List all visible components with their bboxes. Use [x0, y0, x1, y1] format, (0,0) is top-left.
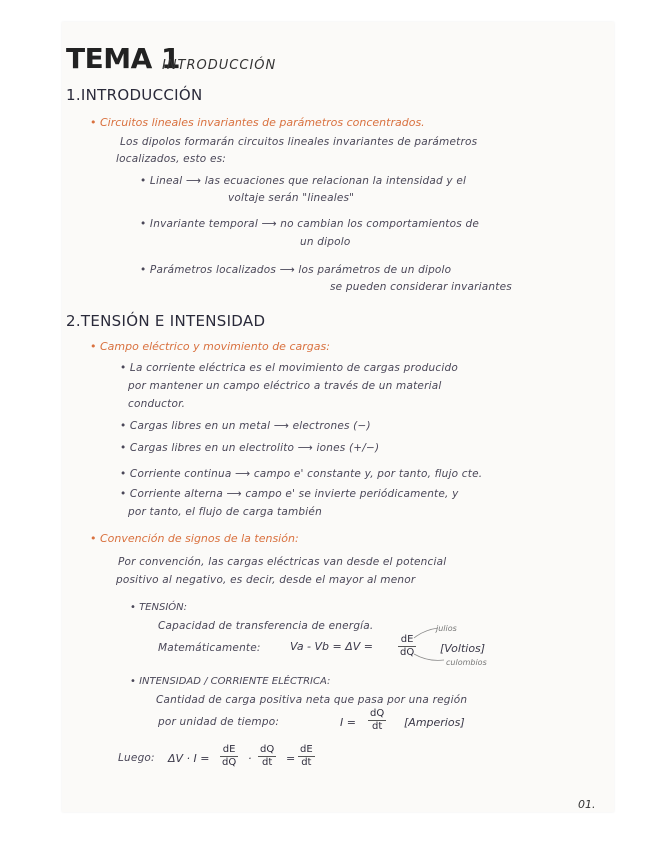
bullet-lineal-line2: voltaje serán "lineales" [228, 192, 355, 204]
luego-equation: ΔV · I = [168, 752, 210, 765]
luego-f1-numerator: dE [220, 744, 238, 757]
tension-denominator: dQ [400, 647, 415, 658]
convencion-subheading: • Convención de signos de la tensión: [90, 532, 299, 545]
luego-f2-numerator: dQ [260, 744, 275, 755]
luego-dot: · [248, 752, 252, 765]
convencion-line1: Por convención, las cargas eléctricas van desde el potencial [118, 556, 447, 568]
tension-math-label: Matemáticamente: [158, 642, 261, 654]
luego-fraction-1 [220, 744, 238, 769]
luego-f1-denominator: dQ [222, 757, 237, 768]
intensidad-label: • INTENSIDAD / CORRIENTE ELÉCTRICA: [130, 676, 331, 687]
corriente-line1: • La corriente eléctrica es el movimiento de cargas producido [120, 362, 458, 374]
luego-f2-denominator: dt [261, 757, 273, 768]
note-culombios: culombios [446, 658, 487, 667]
section1-para-line1: Los dipolos formarán circuitos lineales invariantes de parámetros [120, 136, 478, 148]
intensidad-line2: por unidad de tiempo: [158, 716, 280, 728]
annotation-arrows [410, 624, 450, 668]
corriente-continua: • Corriente continua ⟶ campo e' constante y, por tanto, flujo cte. [120, 468, 483, 480]
luego-fraction-2 [258, 744, 276, 769]
luego-f3-numerator: dE [300, 744, 313, 755]
note-julios: julios [436, 624, 457, 633]
section1-subheading: • Circuitos lineales invariantes de parámetros concentrados. [90, 116, 425, 129]
intensidad-equation: I = [340, 716, 356, 729]
tension-label: • TENSIÓN: [130, 602, 188, 613]
page-number: 01. [578, 798, 596, 811]
bullet-lineal-line1: • Lineal ⟶ las ecuaciones que relacionan la intensidad y el [140, 175, 467, 187]
page-subtitle: INTRODUCCIÓN [162, 58, 277, 73]
section2-heading: 2.TENSIÓN E INTENSIDAD [66, 312, 266, 330]
corriente-line3: conductor. [128, 398, 186, 410]
section1-heading: 1.INTRODUCCIÓN [66, 86, 203, 104]
corriente-alterna-line2: por tanto, el flujo de carga también [128, 506, 322, 518]
corriente-alterna-line1: • Corriente alterna ⟶ campo e' se invierte periódicamente, y [120, 488, 459, 500]
tension-equation: Va - Vb = ΔV = [290, 640, 374, 653]
luego-fraction-3 [298, 744, 315, 769]
section1-para-line2: localizados, esto es: [116, 153, 227, 165]
intensidad-line1: Cantidad de carga positiva neta que pasa por una región [156, 694, 468, 706]
tension-numerator: dE [398, 634, 416, 647]
tension-unit: [Voltios] [440, 642, 486, 655]
bullet-parametros-line2: se pueden considerar invariantes [330, 281, 512, 293]
intensidad-fraction [368, 708, 386, 733]
bullet-invariante-line1: • Invariante temporal ⟶ no cambian los comportamientos de [140, 218, 479, 230]
intensidad-unit: [Amperios] [404, 716, 465, 729]
corriente-line2: por mantener un campo eléctrico a través de un material [128, 380, 442, 392]
bullet-invariante-line2: un dipolo [300, 236, 351, 248]
luego-label: Luego: [118, 752, 155, 764]
section2-subheading: • Campo eléctrico y movimiento de cargas: [90, 340, 330, 353]
intensidad-numerator: dQ [370, 708, 385, 719]
page-title: TEMA 1 [66, 42, 180, 75]
intensidad-denominator: dt [371, 721, 383, 732]
tension-definition: Capacidad de transferencia de energía. [158, 620, 374, 632]
luego-equals: = [286, 752, 296, 765]
convencion-line2: positivo al negativo, es decir, desde el mayor al menor [116, 574, 416, 586]
bullet-parametros-line1: • Parámetros localizados ⟶ los parámetros de un dipolo [140, 264, 452, 276]
cargas-electrolito: • Cargas libres en un electrolito ⟶ iones (+/−) [120, 442, 380, 454]
cargas-metal: • Cargas libres en un metal ⟶ electrones (−) [120, 420, 371, 432]
luego-f3-denominator: dt [301, 757, 312, 768]
